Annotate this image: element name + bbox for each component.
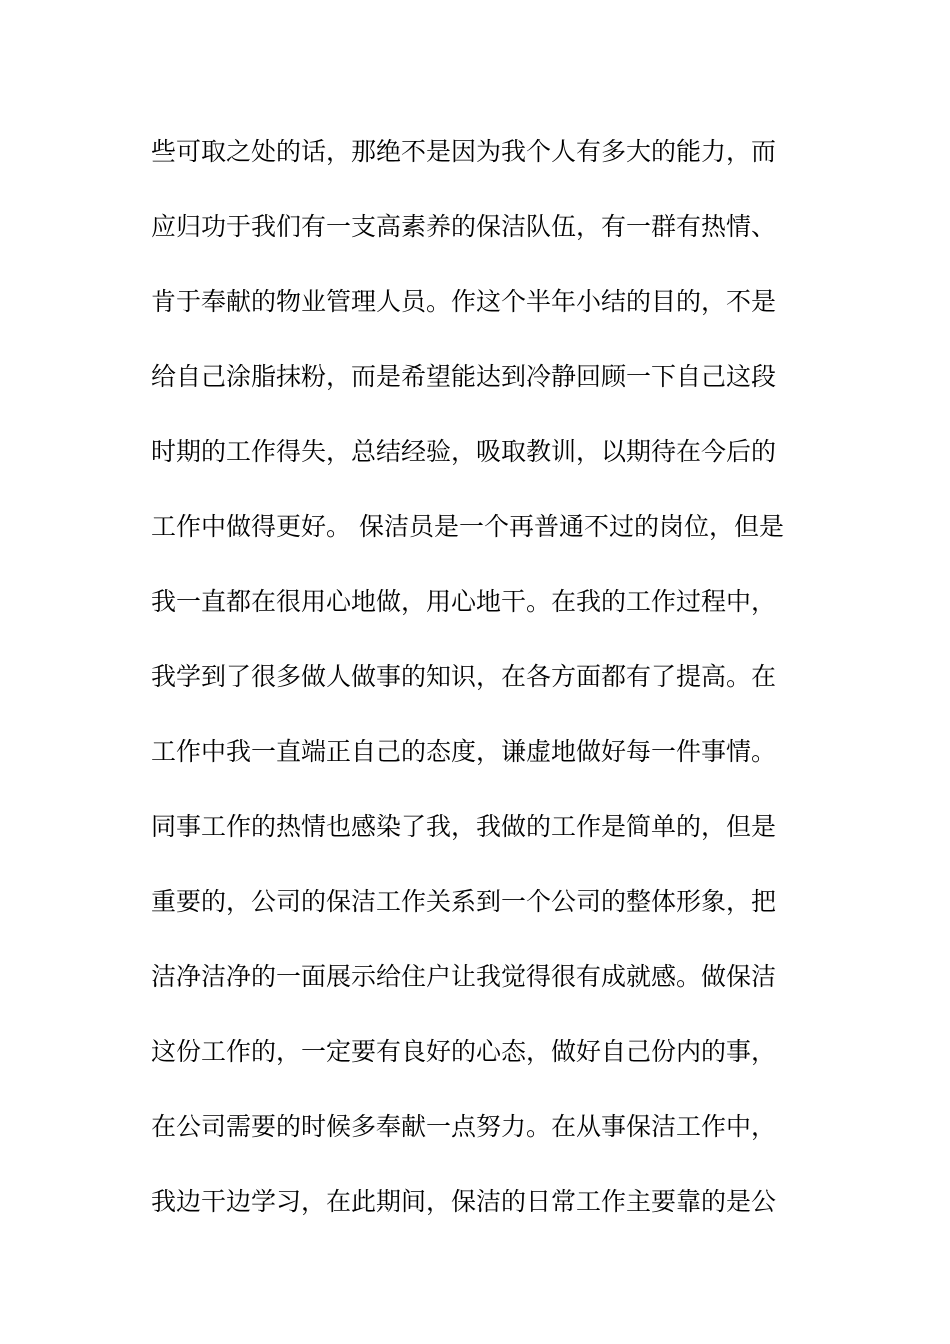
text-line: 肯于奉献的物业管理人员。作这个半年小结的目的，不是 [151, 287, 777, 316]
text-line: 应归功于我们有一支高素养的保洁队伍，有一群有热情、 [151, 212, 777, 241]
body-text [151, 129, 831, 1254]
text-line: 我边干边学习，在此期间，保洁的日常工作主要靠的是公 [151, 1187, 777, 1216]
text-line: 在公司需要的时候多奉献一点努力。在从事保洁工作中， [151, 1112, 777, 1141]
text-line: 些可取之处的话，那绝不是因为我个人有多大的能力，而 [151, 137, 777, 166]
text-line: 这份工作的，一定要有良好的心态，做好自己份内的事， [151, 1037, 777, 1066]
text-line: 工作中做得更好。 保洁员是一个再普通不过的岗位，但是 [151, 512, 784, 541]
text-line: 时期的工作得失，总结经验，吸取教训，以期待在今后的 [151, 437, 777, 466]
text-line: 给自己涂脂抹粉，而是希望能达到冷静回顾一下自己这段 [151, 362, 777, 391]
text-line: 我学到了很多做人做事的知识，在各方面都有了提高。在 [151, 662, 777, 691]
text-line: 工作中我一直端正自己的态度，谦虚地做好每一件事情。 [151, 737, 777, 766]
text-line: 洁净洁净的一面展示给住户让我觉得很有成就感。做保洁 [151, 962, 777, 991]
text-line: 我一直都在很用心地做，用心地干。在我的工作过程中， [151, 587, 777, 616]
text-line: 同事工作的热情也感染了我，我做的工作是简单的，但是 [151, 812, 777, 841]
text-line: 重要的，公司的保洁工作关系到一个公司的整体形象，把 [151, 887, 777, 916]
